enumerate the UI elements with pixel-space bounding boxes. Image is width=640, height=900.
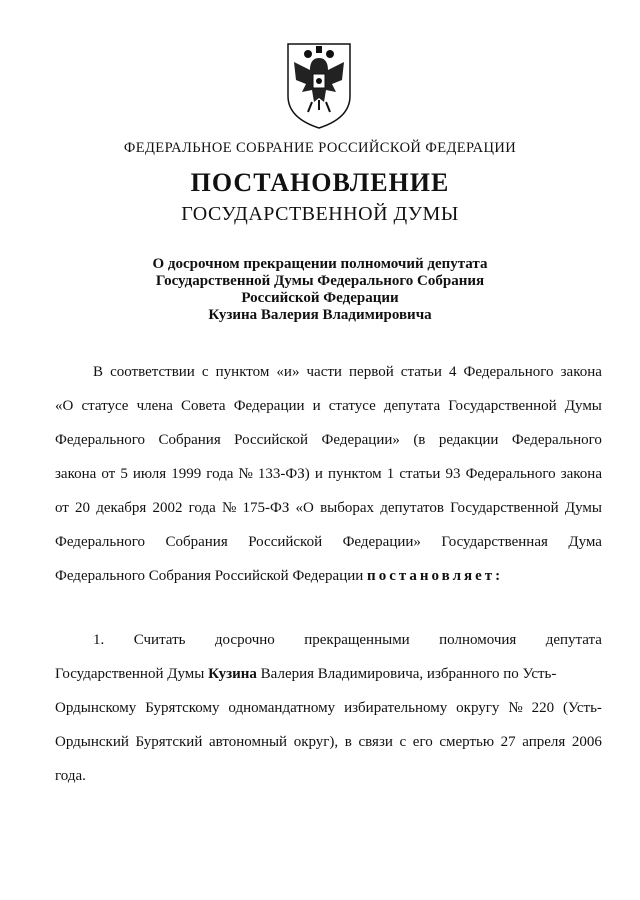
clause-line: Ордынский Бурятский автономный округ), в связи с его смертью 27 апреля 2006 bbox=[55, 734, 602, 750]
clause-line: года. bbox=[55, 768, 86, 784]
document-body bbox=[55, 355, 602, 793]
preamble-line: «О статусе члена Совета Федерации и статусе депутата Государственной Думы bbox=[55, 398, 602, 414]
coat-of-arms-icon bbox=[284, 40, 354, 130]
preamble-line: от 20 декабря 2002 года № 175-ФЗ «О выборах депутатов Государственной Думы bbox=[55, 500, 602, 516]
issuing-body: ГОСУДАРСТВЕННОЙ ДУМЫ bbox=[181, 203, 459, 225]
parliament-name: ФЕДЕРАЛЬНОЕ СОБРАНИЕ РОССИЙСКОЙ ФЕДЕРАЦИИ bbox=[123, 140, 517, 156]
clause-text: Валерия Владимировича, избранного по Усть- bbox=[260, 666, 557, 682]
subject-line: О досрочном прекращении полномочий депутата bbox=[152, 256, 488, 272]
clause-line: 1. Считать досрочно прекращенными полномочия депутата bbox=[93, 632, 602, 648]
preamble-line: закона от 5 июля 1999 года № 133-ФЗ) и пунктом 1 статьи 93 Федерального закона bbox=[55, 466, 602, 482]
preamble-line: В соответствии с пунктом «и» части первой статьи 4 Федерального закона bbox=[93, 364, 602, 380]
deputy-surname: Кузина bbox=[208, 666, 257, 682]
clause-line bbox=[55, 657, 602, 691]
preamble-line: Федерального Собрания Российской Федерации bbox=[55, 568, 364, 584]
resolution-word: постановляет: bbox=[367, 568, 504, 584]
preamble-line: Федерального Собрания Российской Федерации» (в редакции Федерального bbox=[55, 432, 602, 448]
preamble-last-line bbox=[55, 559, 602, 593]
clause-1 bbox=[55, 623, 602, 793]
clause-line: Ордынскому Бурятскому одномандатному избирательному округу № 220 (Усть- bbox=[55, 700, 602, 716]
document-type: ПОСТАНОВЛЕНИЕ bbox=[190, 168, 450, 197]
subject-line: Государственной Думы Федерального Собрания bbox=[155, 273, 485, 289]
preamble-line: Федерального Собрания Российской Федерации» Государственная Дума bbox=[55, 534, 602, 550]
subject-line: Кузина Валерия Владимировича bbox=[208, 307, 432, 323]
subject-line: Российской Федерации bbox=[241, 290, 399, 306]
document-subject bbox=[0, 256, 640, 324]
clause-text: Государственной Думы bbox=[55, 666, 205, 682]
